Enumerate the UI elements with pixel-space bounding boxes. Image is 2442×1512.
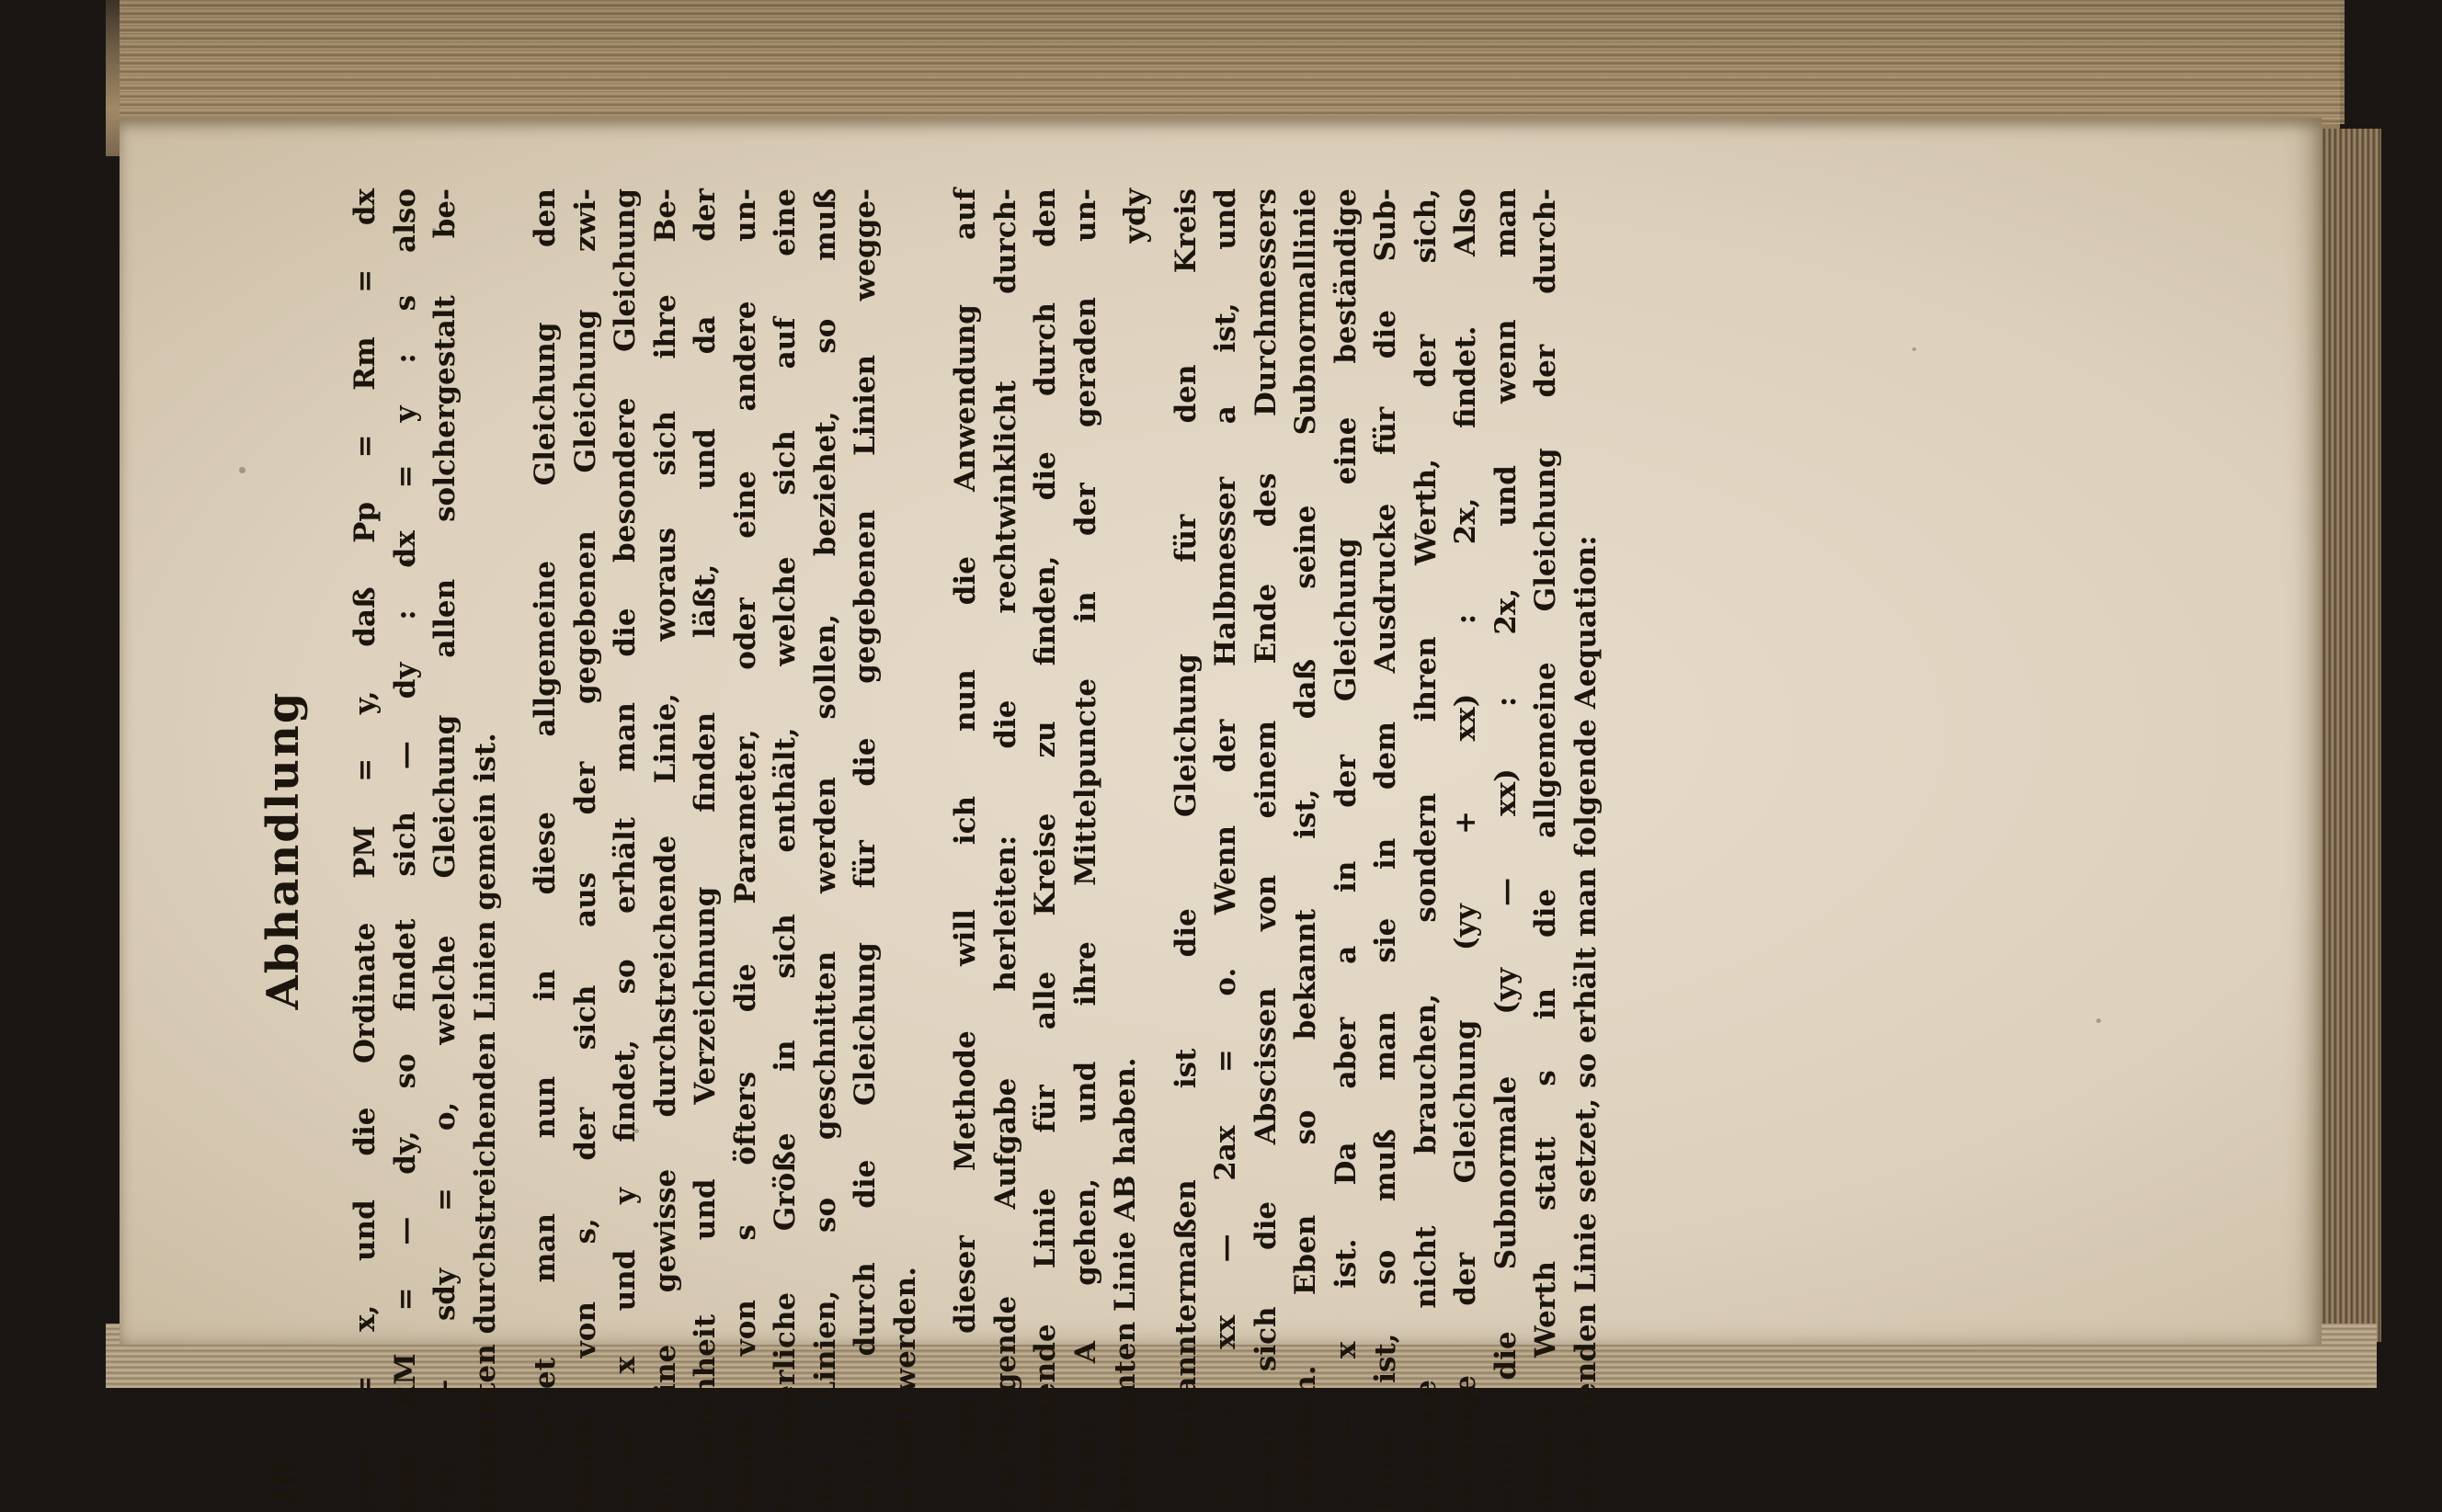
text-line: yy + xx — 2ax = o. Wenn der Halbmesser a ist, und: [1209, 188, 1242, 1512]
catchword: ydy: [1117, 188, 1152, 244]
text-line: Punct A gehen, und ihre Mittelpuncte in der geraden un-: [1068, 188, 1102, 1512]
text-line: bestimmten Linie AB haben.: [1109, 1057, 1142, 1512]
text-line: Werth von s öfters die Parameter, oder eine andere un-: [728, 188, 762, 1512]
text-line: normale nicht brauchen, sondern ihren Werth, der sich,: [1409, 188, 1443, 1512]
text-line: nachfolgende Aufgabe herleiten: die rechtwinklicht durch-: [988, 188, 1022, 1512]
text-line: men = x, und die Ordinate PM = y, daß Pp = Rm = dx: [348, 188, 382, 1512]
text-line: a — x ist. Da aber a in der Gleichung eine beständige: [1329, 188, 1363, 1512]
text-line: und RM = — dy, so findet sich — dy : dx = y : s also: [388, 188, 422, 1512]
text-line: schaffenheit und Verzeichnung finden läßt, und da der: [689, 188, 722, 1512]
text-line: schafft werden.: [888, 1267, 922, 1512]
text-line: trachteten durchstreichenden Linien gemein ist.: [468, 733, 502, 1512]
text-line: veränderliche Größe in sich enthält, welche sich auf eine: [769, 188, 802, 1512]
text-line: solche durch die Gleichung für die gegebenen Linien wegge-: [849, 188, 882, 1512]
page-header: [257, 188, 331, 1512]
text-line: für eine gewisse durchstreichende Linie, woraus sich ihre Be-: [648, 188, 682, 1512]
text-line: Bekanntermaßen ist die Gleichung für den Kreis: [1169, 188, 1203, 1457]
text-line: Aus dieser Methode will ich nun die Anwendung auf: [949, 188, 982, 1457]
text-line: streichende Linie für alle Kreise zu finden, die durch den: [1029, 188, 1062, 1512]
text-line: streichenden Linie setzet, so erhält man folgende Aequation:: [1569, 535, 1603, 1512]
text-line: ydx + sdy = o, welche Gleichung allen solchergestalt be-: [428, 188, 462, 1512]
text-line: anheben. Eben so bekannt ist, daß seine Subnormallinie: [1289, 188, 1322, 1512]
text-line: Linie ist, so muß man sie in dem Ausdrucke für die Sub-: [1369, 188, 1402, 1512]
page-number: 20: [265, 1461, 308, 1512]
text-line: der Linien, so geschnitten werden sollen, beziehet, so muß: [808, 188, 842, 1512]
text-line: Werth von s, der sich aus der gegebenen Gleichung zwi-: [568, 188, 602, 1512]
running-head: Abhandlung: [257, 690, 309, 1010]
body-text: [346, 188, 1606, 1512]
text-line: wird die Subnormale (yy — xx) : 2x, und wenn man: [1489, 188, 1523, 1512]
page-edges-top: [120, 0, 2345, 124]
text-line: vermöge der Gleichung (yy + xx) : 2x, findet. Also: [1449, 188, 1482, 1512]
rotated-text-block: [257, 188, 1603, 1512]
text-line: schen x und y findet, so erhält man die besondere Gleichung: [609, 188, 642, 1512]
text-line: wenn sich die Abscissen von einem Ende des Durchmessers: [1249, 188, 1283, 1512]
text-line: diesen Werth statt s in die allgemeine Gleichung der durch-: [1529, 188, 1562, 1512]
text-line: Setzet man nun in diese allgemeine Gleichung den: [529, 188, 562, 1457]
